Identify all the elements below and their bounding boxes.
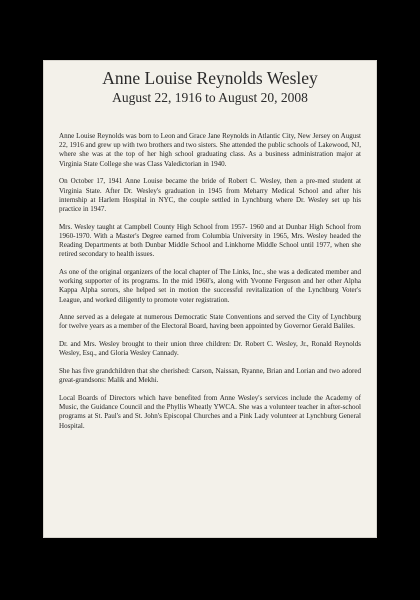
paragraph-links-and-voter-league: As one of the original organizers of the local chapter of The Links, Inc., she was a dedicated member and working supporter of its programs. In the mid 1960's, along with Yvonne Ferguson and her other Alpha Kappa Alpha sorors, she helped set in motion the successful revitalization of the Lynchburg Voter's League, and worked diligently to promote voter registration. — [59, 267, 361, 304]
paragraph-children: Dr. and Mrs. Wesley brought to their union three children: Dr. Robert C. Wesley, Jr., Ronald Reynolds Wesley, Esq., and Gloria Wesley Cannady. — [59, 340, 361, 358]
paragraph-marriage: On October 17, 1941 Anne Louise became the bride of Robert C. Wesley, then a pre-med student at Virginia State. After Dr. Wesley's graduation in 1945 from Meharry Medical School and after his internship at Harlem Hospital in NYC, the couple settled in Lynchburg where Dr. Wesley set up his practice in 1947. — [59, 177, 361, 213]
paragraph-electoral-board: Anne served as a delegate at numerous Democratic State Conventions and served the City of Lynchburg for twelve years as a member of the Electoral Board, having been appointed by Governor Gerald Baliles. — [59, 313, 361, 331]
document-title: Anne Louise Reynolds Wesley — [102, 68, 318, 88]
document-page — [43, 60, 377, 538]
paragraph-boards-and-volunteering: Local Boards of Directors which have benefited from Anne Wesley's services include the Academy of Music, the Guidance Council and the Phyllis Wheatly YWCA. She was a volunteer teacher in after-school programs at St. Paul's and St. John's Episcopal Churches and a Pink Lady volunteer at Lynchburg General Hospital. — [59, 393, 361, 430]
paragraph-grandchildren: She has five grandchildren that she cherished: Carson, Naissan, Ryanne, Brian and Lorian and two adored great-grandsons: Malik and Mekhi. — [59, 367, 361, 385]
paragraph-early-life: Anne Louise Reynolds was born to Leon and Grace Jane Reynolds in Atlantic City, New Jersey on August 22, 1916 and grew up with two brothers and two sisters. She attended the public schools of Lakewood, NJ, where she was at the top of her high school graduating class. As a business administration major at Virginia State College she was Class Valedictorian in 1940. — [59, 132, 361, 168]
life-dates: August 22, 1916 to August 20, 2008 — [112, 90, 308, 105]
document-body — [59, 132, 361, 439]
paragraph-teaching-career: Mrs. Wesley taught at Campbell County High School from 1957- 1960 and at Dunbar High School from 1960-1970. With a Master's Degree earned from Columbia University in 1965, Mrs. Wesley headed the Reading Departments at both Dunbar Middle School and Linkhorne Middle School until 1977, when she retired secondary to health issues. — [59, 222, 361, 259]
